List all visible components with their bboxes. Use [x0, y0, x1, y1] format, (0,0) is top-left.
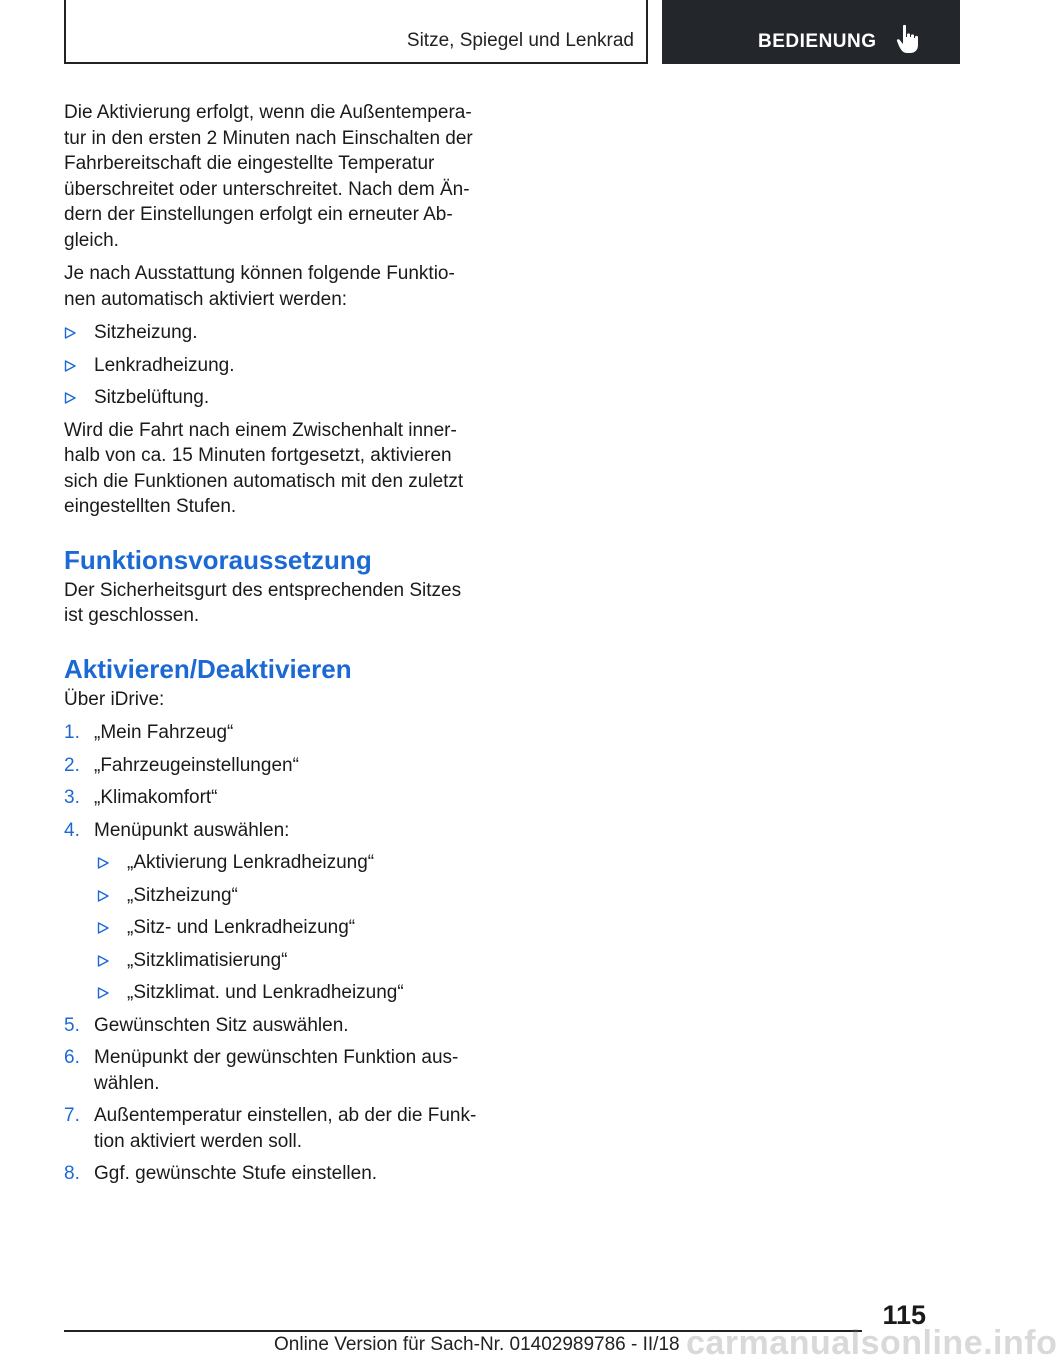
menu-option-list	[94, 850, 480, 1006]
chapter-label: BEDIENUNG	[758, 31, 877, 52]
list-item: 6. Menüpunkt der gewünschten Funktion aus-wählen.	[64, 1047, 459, 1094]
page-number: 115	[882, 1300, 926, 1330]
triangle-bullet-icon	[97, 857, 109, 869]
steps-list	[64, 720, 480, 1187]
online-version-note: Online Version für Sach-Nr. 01402989786 - II/18	[274, 1334, 680, 1355]
triangle-bullet-icon	[97, 987, 109, 999]
list-item: 8. Ggf. gewünschte Stufe einstellen.	[64, 1163, 378, 1184]
paragraph-activation: Die Aktivierung erfolgt, wenn die Außentempera-tur in den ersten 2 Minuten nach Einschalten der Fahrbereitschaft die eingestellte Temperatur überschreitet oder unterschreitet. Nach dem Än-dern der Einstellungen erfolgt ein erneuter Ab-gleich.	[64, 102, 473, 251]
list-item: „Sitzklimatisierung“	[94, 948, 480, 974]
list-item: 7. Außentemperatur einstellen, ab der die Funk-tion aktiviert werden soll.	[64, 1105, 477, 1152]
list-item: Sitzbelüftung.	[64, 385, 480, 411]
triangle-bullet-icon	[97, 890, 109, 902]
list-item: „Sitzklimat. und Lenkradheizung“	[94, 980, 480, 1006]
heading-activate-deactivate: Aktivieren/Deaktivieren	[64, 653, 352, 684]
list-item: 1. „Mein Fahrzeug“	[64, 722, 234, 743]
paragraph-functions-intro: Je nach Ausstattung können folgende Funktio-nen automatisch aktiviert werden:	[64, 263, 455, 310]
paragraph-idrive-intro: Über iDrive:	[64, 688, 165, 710]
list-item: „Aktivierung Lenkradheizung“	[94, 850, 480, 876]
list-item: „Sitzheizung“	[94, 883, 480, 909]
function-list	[64, 320, 480, 411]
list-item: 3. „Klimakomfort“	[64, 787, 218, 808]
triangle-bullet-icon	[97, 922, 109, 934]
paragraph-resume: Wird die Fahrt nach einem Zwischenhalt inner-halb von ca. 15 Minuten fortgesetzt, aktivieren sich die Funktionen automatisch mit den zuletzt eingestellten Stufen.	[64, 419, 464, 517]
heading-prerequisite: Funktionsvoraussetzung	[64, 544, 372, 575]
paragraph-prerequisite: Der Sicherheitsgurt des entsprechenden Sitzes ist geschlossen.	[64, 579, 462, 626]
chapter-tab	[662, 0, 960, 64]
list-item: „Sitz- und Lenkradheizung“	[94, 915, 480, 941]
triangle-bullet-icon	[64, 360, 76, 372]
pointing-hand-icon	[896, 24, 920, 54]
list-item: Lenkradheizung.	[64, 353, 480, 379]
list-item: 4. Menüpunkt auswählen: „Aktivierung Lenkradheizung“ „Sitzheizung“ „Sitz- und Lenkradheizung“ „Sitzklimatisierung“ „Sitzklimat. und Lenkradheizung“	[64, 818, 480, 1006]
triangle-bullet-icon	[64, 392, 76, 404]
list-item: 5. Gewünschten Sitz auswählen.	[64, 1014, 349, 1036]
list-item: 2. „Fahrzeugeinstellungen“	[64, 754, 299, 776]
section-title: Sitze, Spiegel und Lenkrad	[406, 30, 634, 51]
triangle-bullet-icon	[97, 955, 109, 967]
list-item: Sitzheizung.	[64, 320, 480, 346]
watermark: carmanualsonline.info	[686, 1324, 1057, 1362]
main-content	[64, 100, 480, 1194]
triangle-bullet-icon	[64, 327, 76, 339]
header-section-box	[64, 0, 648, 64]
